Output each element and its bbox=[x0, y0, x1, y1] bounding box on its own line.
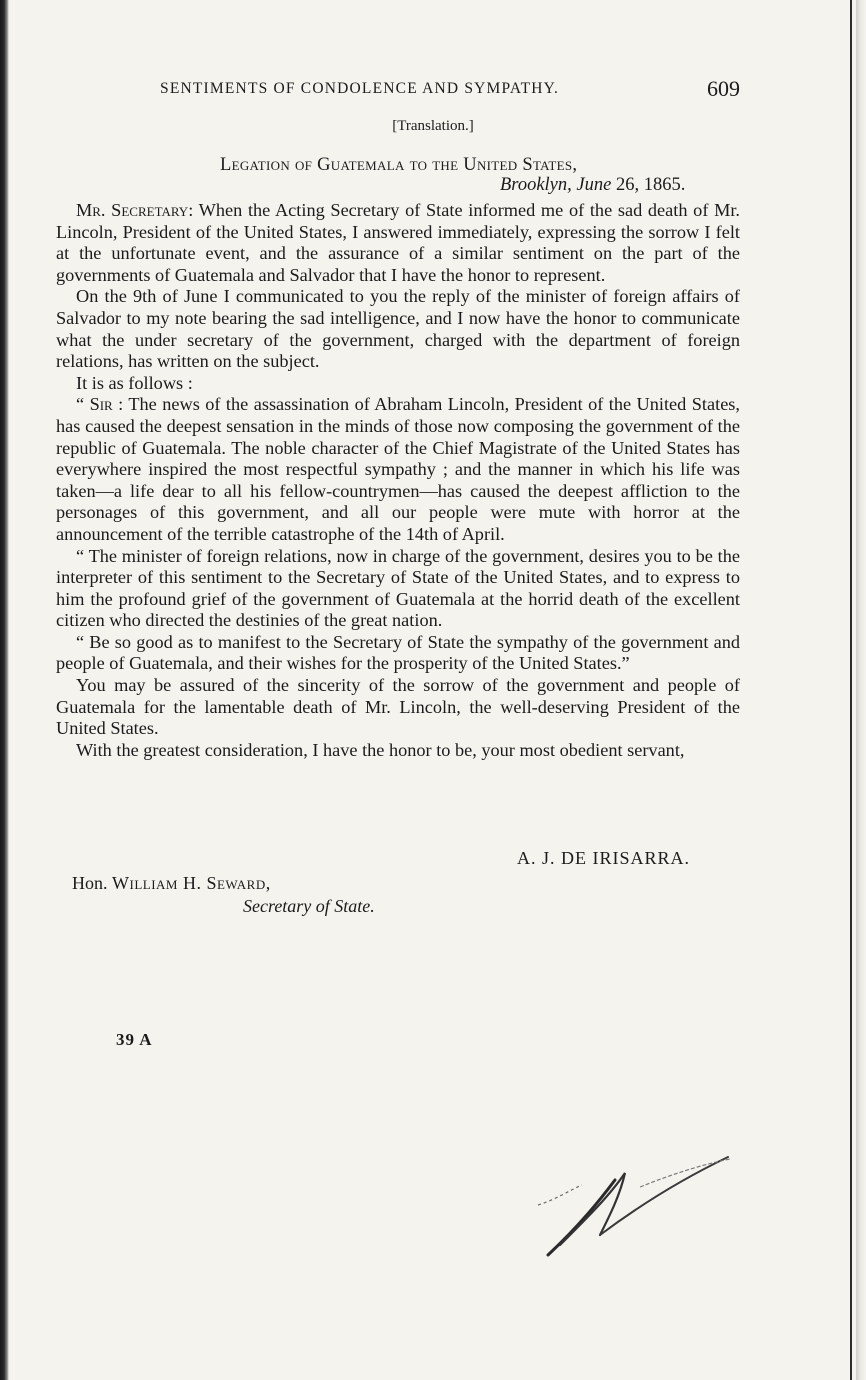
handwritten-scrawl-mark bbox=[520, 1145, 740, 1265]
addressee-prefix: Hon. bbox=[72, 873, 112, 893]
dateline-month: June bbox=[576, 175, 612, 195]
paragraph-4-text: : The news of the assassination of Abraham Lincoln, President of the United States, has caused the deepest sensation in the minds of those now composing the government of the republic of Guatemala. The noble character of the Chief Magistrate of the United States has everywhere inspired the most respectful sympathy ; and the manner in which his life was taken—a life dear to all his fellow-countrymen—has caused the deepest affliction to the personages of this government, and all our people were mute with horror at the announcement of the terrible catastrophe of the 14th of April. bbox=[56, 394, 740, 544]
paragraph-2: On the 9th of June I communicated to you the reply of the minister of foreign affairs of Salvador to my note bearing the sad intelligence, and I now have the honor to communicate what the under secretary of the government, charged with the department of foreign relations, has written on the subject. bbox=[56, 286, 740, 372]
running-head bbox=[160, 76, 740, 104]
addressee-title: Secretary of State. bbox=[243, 896, 375, 916]
scan-binding-edge bbox=[0, 0, 9, 1380]
letter-body bbox=[56, 200, 740, 761]
paragraph-4 bbox=[56, 394, 740, 545]
scan-right-rule bbox=[850, 0, 852, 1380]
translation-note: [Translation.] bbox=[392, 118, 474, 134]
salutation: Mr. Secretary bbox=[76, 200, 189, 220]
sir-salutation: Sir bbox=[89, 394, 113, 415]
quote-open: “ bbox=[76, 394, 90, 415]
paragraph-1-text: : When the Acting Secretary of State informed me of the sad death of Mr. Lincoln, President of the United States, I answered immediately, expressing the sorrow I felt at the unfortunate event, and the assurance of a similar sentiment on the part of the governments of Guatemala and Salvador that I have the honor to represent. bbox=[56, 200, 740, 285]
dateline-day-year: 26, 1865. bbox=[611, 175, 686, 195]
paragraph-8: With the greatest consideration, I have the honor to be, your most obedient servant, bbox=[76, 739, 685, 760]
addressee bbox=[72, 873, 271, 894]
addressee-name: William H. Seward, bbox=[112, 873, 271, 893]
paragraph-1 bbox=[56, 200, 740, 286]
running-head-title: SENTIMENTS OF CONDOLENCE AND SYMPATHY. bbox=[160, 80, 560, 97]
legation-heading: Legation of Guatemala to the United States, bbox=[220, 155, 578, 175]
paragraph-3: It is as follows : bbox=[76, 372, 193, 393]
printer-signature-mark: 39 A bbox=[116, 1030, 153, 1049]
paragraph-5: “ The minister of foreign relations, now in charge of the government, desires you to be the interpreter of this sentiment to the Secretary of State of the United States, and to express to him the profound grief of the government of Guatemala at the horrid death of the excellent citizen who directed the destinies of the great nation. bbox=[56, 545, 740, 631]
paragraph-7: You may be assured of the sincerity of the sorrow of the government and people of Guatemala for the lamentable death of Mr. Lincoln, the well-deserving President of the United States. bbox=[56, 675, 740, 739]
dateline bbox=[500, 175, 685, 196]
signature: A. J. DE IRISARRA. bbox=[517, 848, 691, 868]
dateline-place: Brooklyn, bbox=[500, 175, 572, 195]
page-number: 609 bbox=[707, 76, 740, 101]
paragraph-6: “ Be so good as to manifest to the Secretary of State the sympathy of the government and people of Guatemala, and their wishes for the prosperity of the United States.” bbox=[56, 631, 740, 674]
scan-right-margin bbox=[856, 0, 866, 1380]
